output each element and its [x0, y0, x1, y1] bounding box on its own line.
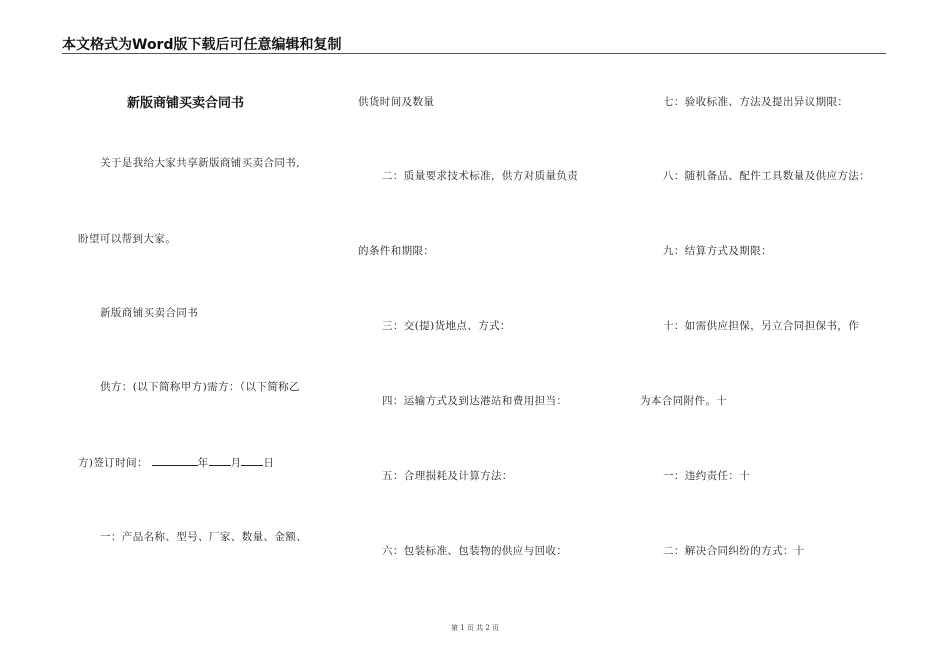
month-label: 月 — [230, 457, 242, 469]
col2-line-6: 五：合理损耗及计算方法： — [382, 470, 513, 482]
col1-line-4: 供方：(以下简称甲方)需方：（以下简称乙 — [100, 381, 300, 393]
col3-line-3: 九：结算方式及期限： — [663, 245, 772, 257]
col3-line-7: 二：解决合同纠纷的方式：十 — [663, 545, 805, 557]
month-blank — [209, 455, 231, 466]
col1-line-3: 新版商铺买卖合同书 — [100, 307, 199, 319]
document-title: 新版商铺买卖合同书 — [127, 96, 245, 111]
col1-line-2: 盼望可以帮到大家。 — [78, 233, 177, 245]
col3-line-1: 七：验收标准、方法及提出异议期限： — [663, 96, 849, 108]
col2-line-2: 二：质量要求技术标准，供方对质量负责 — [382, 170, 579, 182]
header-divider — [62, 53, 886, 54]
col2-line-3: 的条件和期限： — [358, 245, 435, 257]
col2-line-4: 三：交(提)货地点、方式： — [382, 320, 511, 332]
year-blank — [152, 455, 198, 466]
page-number: 第 1 页 共 2 页 — [450, 624, 500, 632]
col1-line-1: 关于是我给大家共享新版商铺买卖合同书, — [100, 157, 300, 169]
col3-line-4: 十：如需供应担保，另立合同担保书，作 — [663, 320, 860, 332]
col2-line-5: 四：运输方式及到达港站和费用担当： — [382, 395, 568, 407]
col1-line-6: 一：产品名称、型号、厂家、数量、金额、 — [100, 531, 308, 543]
year-label: 年 — [197, 457, 209, 469]
day-label: 日 — [263, 457, 275, 469]
col2-line-1: 供货时间及数量 — [358, 96, 435, 108]
sign-date-label: 方)签订时间： — [78, 457, 148, 469]
col3-line-5: 为本合同附件。十 — [640, 395, 728, 407]
day-blank — [241, 455, 263, 466]
document-banner: 本文格式为Word版下载后可任意编辑和复制 — [62, 37, 342, 53]
col3-line-6: 一：违约责任：十 — [663, 470, 751, 482]
col3-line-2: 八：随机备品、配件工具数量及供应方法： — [663, 170, 871, 182]
col2-line-7: 六：包装标准、包装物的供应与回收： — [382, 545, 568, 557]
col1-line-5-sign-date — [78, 455, 274, 470]
